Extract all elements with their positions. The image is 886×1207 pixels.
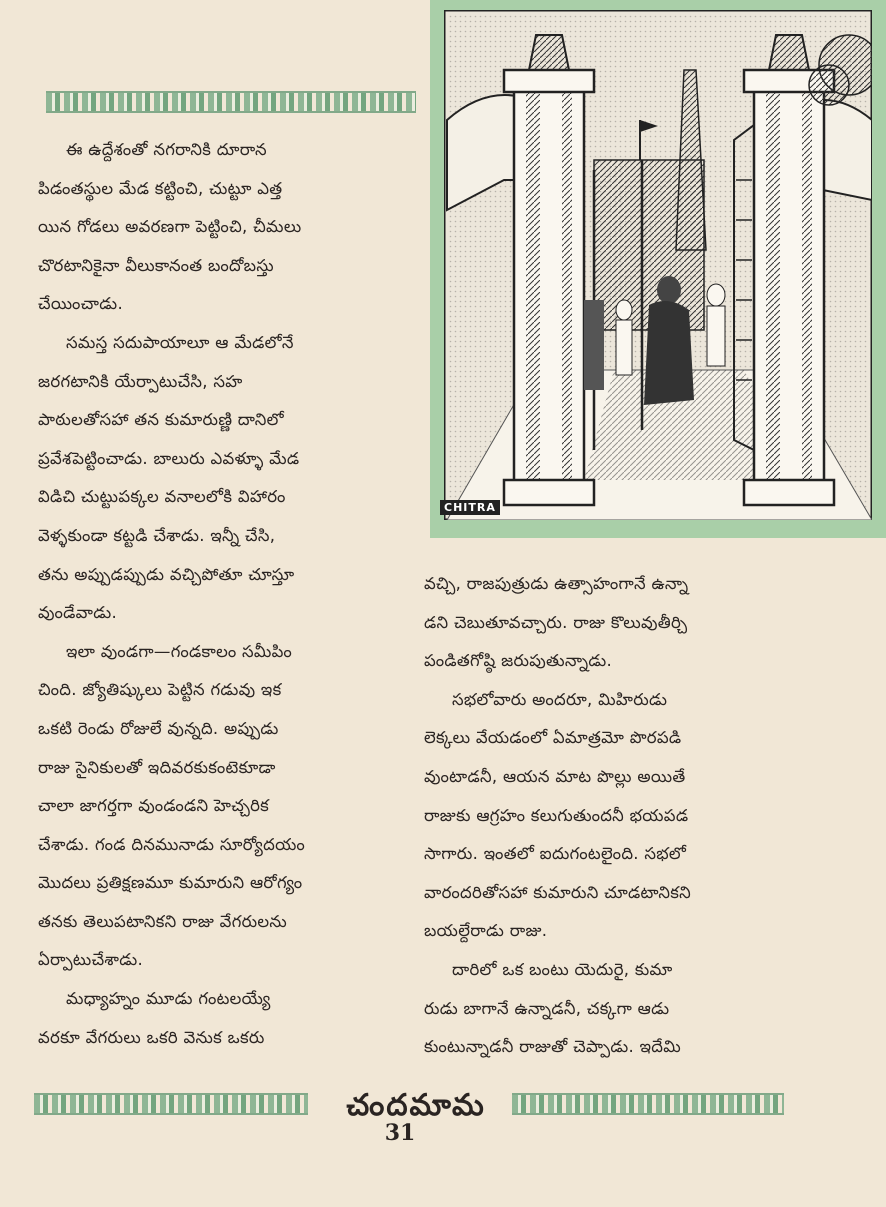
text-line: ఒకటి రెండు రోజులే వున్నది. అప్పుడు (38, 718, 279, 738)
text-line: పాఠులతోసహా తన కుమారుణ్ణి దానిలో (38, 410, 284, 430)
text-line: పిడంతస్థుల మేడ కట్టించి, చుట్టూ ఎత్త (38, 178, 283, 198)
text-line: చింది. జ్యోతిష్కులు పెట్టిన గడువు ఇక (38, 680, 282, 700)
text-line: డని చెబుతూవచ్చారు. రాజు కొలువుతీర్చి (424, 612, 688, 632)
text-line: వారందరితోసహా కుమారుని చూడటానికని (424, 882, 692, 902)
footer-ornament-right (512, 1093, 784, 1115)
text-line: రాజుకు ఆగ్రహం కలుగుతుందనీ భయపడ (424, 805, 689, 825)
top-ornament-border (46, 91, 416, 113)
text-line: సమస్త సదుపాయాలూ ఆ మేడలోనే (66, 332, 294, 352)
page-number: 31 (384, 1120, 416, 1146)
text-line: మధ్యాహ్నం మూడు గంటలయ్యే (66, 989, 271, 1009)
text-line: దారిలో ఒక బంటు యెదురై, కుమా (452, 959, 673, 979)
text-line: మొదలు ప్రతిక్షణమూ కుమారుని ఆరోగ్యం (38, 873, 303, 893)
text-line: బయల్దేరాడు రాజు. (424, 921, 548, 941)
text-line: యిన గోడలు అవరణగా పెట్టించి, చీమలు (38, 217, 302, 237)
text-line: ఈ ఉద్దేశంతో నగరానికి దూరాన (66, 140, 267, 159)
text-line: రుడు బాగానే ఉన్నాడనీ, చక్కగా ఆడు (424, 998, 670, 1018)
text-line: సభలోవారు అందరూ, మిహిరుడు (452, 689, 668, 709)
text-line: సాగారు. ఇంతలో ఐదుగంటలైంది. సభలో (424, 844, 687, 864)
text-line: లెక్కలు వేయడంలో ఏమాత్రమో పొరపడి (424, 728, 682, 748)
text-line: విడిచి చుట్టుపక్కల వనాలలోకి విహారం (38, 487, 286, 507)
text-line: చేయించాడు. (38, 294, 123, 314)
footer-ornament-left (34, 1093, 308, 1115)
text-line: వుండేవాడు. (38, 603, 117, 623)
artist-signature: CHITRA (440, 500, 500, 515)
text-line: కుంటున్నాడనీ రాజుతో చెప్పాడు. ఇదేమి (424, 1037, 681, 1057)
text-line: చొరటానికైనా వీలుకానంత బందోబస్తు (38, 255, 274, 275)
magazine-title: చందమామ (346, 1088, 486, 1123)
text-line: పండితగోష్ఠి జరుపుతున్నాడు. (424, 651, 613, 671)
text-line: వరకూ వేగరులు ఒకరి వెనుక ఒకరు (38, 1027, 265, 1047)
text-line: వచ్చి, రాజపుత్రుడు ఉత్సాహంగానే ఉన్నా (424, 574, 689, 593)
text-line: చాలా జాగర్తగా వుండండని హెచ్చరిక (38, 796, 270, 816)
text-line: జరగటానికి యేర్పాటుచేసి, సహ (38, 371, 243, 391)
text-line: వుంటాడనీ, ఆయన మాట పొల్లు అయితే (424, 766, 686, 786)
right-text-column (424, 565, 796, 1067)
text-line: ఏర్పాటుచేశాడు. (38, 950, 144, 970)
text-line: రాజు సైనికులతో ఇదివరకుకంటెకూడా (38, 757, 276, 777)
text-line: తనకు తెలుపటానికని రాజు వేగరులను (38, 911, 288, 931)
illustration-frame (430, 0, 886, 538)
text-line: ఇలా వుండగా—గండకాలం సమీపిం (66, 641, 293, 661)
text-line: తను అప్పుడప్పుడు వచ్చిపోతూ చూస్తూ (38, 564, 295, 584)
text-line: వెళ్ళకుండా కట్టడి చేశాడు. ఇన్నీ చేసి, (38, 525, 276, 545)
left-text-column (38, 131, 406, 1057)
text-line: చేశాడు. గండ దినమునాడు సూర్యోదయం (38, 834, 305, 854)
text-line: ప్రవేశపెట్టించాడు. బాలురు ఎవళ్ళూ మేడ (38, 448, 300, 468)
palace-gate-illustration (444, 10, 872, 520)
